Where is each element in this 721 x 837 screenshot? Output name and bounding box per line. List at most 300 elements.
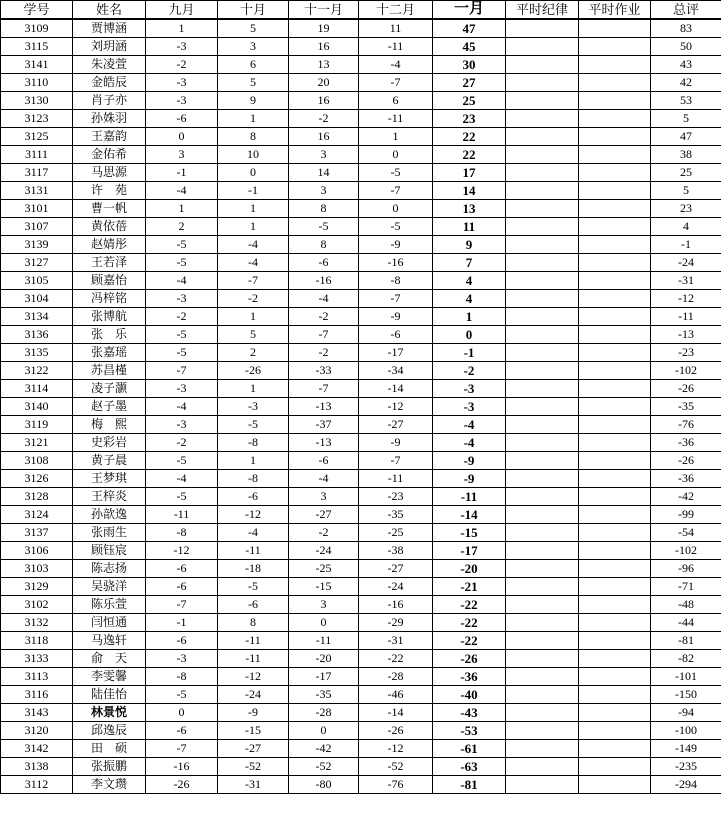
- cell-january[interactable]: -63: [433, 758, 506, 776]
- cell-december[interactable]: -17: [359, 344, 433, 362]
- cell-name[interactable]: 史彩岩: [73, 434, 146, 452]
- column-header-september[interactable]: 九月: [146, 1, 218, 20]
- cell-september[interactable]: -5: [146, 326, 218, 344]
- cell-total[interactable]: -94: [651, 704, 721, 722]
- cell-name[interactable]: 陈志扬: [73, 560, 146, 578]
- cell-name[interactable]: 张博航: [73, 308, 146, 326]
- cell-november[interactable]: -20: [289, 650, 359, 668]
- cell-october[interactable]: -2: [218, 290, 289, 308]
- cell-name[interactable]: 金佑希: [73, 146, 146, 164]
- cell-september[interactable]: -8: [146, 668, 218, 686]
- cell-october[interactable]: 0: [218, 164, 289, 182]
- cell-name[interactable]: 孙姝羽: [73, 110, 146, 128]
- cell-homework[interactable]: [579, 524, 651, 542]
- cell-december[interactable]: -11: [359, 110, 433, 128]
- cell-october[interactable]: -6: [218, 488, 289, 506]
- column-header-total[interactable]: 总评: [651, 1, 721, 20]
- cell-september[interactable]: -6: [146, 632, 218, 650]
- cell-september[interactable]: -3: [146, 380, 218, 398]
- cell-october[interactable]: 9: [218, 92, 289, 110]
- cell-january[interactable]: 9: [433, 236, 506, 254]
- cell-student-id[interactable]: 3119: [1, 416, 73, 434]
- cell-student-id[interactable]: 3102: [1, 596, 73, 614]
- cell-september[interactable]: -16: [146, 758, 218, 776]
- cell-october[interactable]: -8: [218, 434, 289, 452]
- cell-january[interactable]: 7: [433, 254, 506, 272]
- cell-homework[interactable]: [579, 200, 651, 218]
- cell-total[interactable]: -36: [651, 434, 721, 452]
- cell-january[interactable]: 11: [433, 218, 506, 236]
- cell-name[interactable]: 李文瓒: [73, 776, 146, 794]
- cell-total[interactable]: -294: [651, 776, 721, 794]
- cell-homework[interactable]: [579, 434, 651, 452]
- cell-november[interactable]: -7: [289, 326, 359, 344]
- cell-name[interactable]: 梅 熙: [73, 416, 146, 434]
- cell-name[interactable]: 马逸轩: [73, 632, 146, 650]
- cell-total[interactable]: 5: [651, 110, 721, 128]
- cell-november[interactable]: 16: [289, 38, 359, 56]
- cell-student-id[interactable]: 3135: [1, 344, 73, 362]
- cell-january[interactable]: 13: [433, 200, 506, 218]
- cell-november[interactable]: 14: [289, 164, 359, 182]
- cell-name[interactable]: 曹一帆: [73, 200, 146, 218]
- cell-homework[interactable]: [579, 146, 651, 164]
- cell-october[interactable]: -7: [218, 272, 289, 290]
- cell-total[interactable]: -26: [651, 380, 721, 398]
- cell-homework[interactable]: [579, 632, 651, 650]
- cell-name[interactable]: 肖子亦: [73, 92, 146, 110]
- cell-september[interactable]: 2: [146, 218, 218, 236]
- cell-total[interactable]: -150: [651, 686, 721, 704]
- cell-name[interactable]: 张振鹏: [73, 758, 146, 776]
- cell-september[interactable]: -5: [146, 344, 218, 362]
- cell-student-id[interactable]: 3121: [1, 434, 73, 452]
- cell-december[interactable]: -14: [359, 704, 433, 722]
- cell-discipline[interactable]: [506, 776, 579, 794]
- cell-january[interactable]: 4: [433, 290, 506, 308]
- cell-september[interactable]: -4: [146, 470, 218, 488]
- cell-december[interactable]: -14: [359, 380, 433, 398]
- cell-december[interactable]: -27: [359, 416, 433, 434]
- cell-discipline[interactable]: [506, 398, 579, 416]
- cell-december[interactable]: -6: [359, 326, 433, 344]
- cell-january[interactable]: -20: [433, 560, 506, 578]
- cell-december[interactable]: -25: [359, 524, 433, 542]
- cell-student-id[interactable]: 3139: [1, 236, 73, 254]
- cell-november[interactable]: -37: [289, 416, 359, 434]
- cell-october[interactable]: -4: [218, 524, 289, 542]
- cell-discipline[interactable]: [506, 38, 579, 56]
- cell-total[interactable]: -100: [651, 722, 721, 740]
- cell-january[interactable]: 27: [433, 74, 506, 92]
- cell-september[interactable]: -6: [146, 560, 218, 578]
- cell-december[interactable]: 0: [359, 200, 433, 218]
- cell-discipline[interactable]: [506, 236, 579, 254]
- cell-october[interactable]: -27: [218, 740, 289, 758]
- column-header-october[interactable]: 十月: [218, 1, 289, 20]
- cell-total[interactable]: -23: [651, 344, 721, 362]
- cell-name[interactable]: 冯梓铭: [73, 290, 146, 308]
- cell-discipline[interactable]: [506, 560, 579, 578]
- cell-name[interactable]: 田 硕: [73, 740, 146, 758]
- cell-january[interactable]: -53: [433, 722, 506, 740]
- cell-november[interactable]: -35: [289, 686, 359, 704]
- cell-september[interactable]: -4: [146, 272, 218, 290]
- cell-january[interactable]: 14: [433, 182, 506, 200]
- cell-student-id[interactable]: 3128: [1, 488, 73, 506]
- cell-name[interactable]: 陆佳怡: [73, 686, 146, 704]
- cell-name[interactable]: 马思源: [73, 164, 146, 182]
- cell-homework[interactable]: [579, 164, 651, 182]
- cell-discipline[interactable]: [506, 308, 579, 326]
- cell-total[interactable]: 4: [651, 218, 721, 236]
- cell-december[interactable]: -24: [359, 578, 433, 596]
- cell-november[interactable]: -42: [289, 740, 359, 758]
- cell-october[interactable]: -6: [218, 596, 289, 614]
- cell-december[interactable]: -11: [359, 38, 433, 56]
- cell-student-id[interactable]: 3103: [1, 560, 73, 578]
- cell-december[interactable]: -28: [359, 668, 433, 686]
- cell-october[interactable]: -1: [218, 182, 289, 200]
- cell-total[interactable]: -48: [651, 596, 721, 614]
- cell-december[interactable]: -23: [359, 488, 433, 506]
- cell-homework[interactable]: [579, 290, 651, 308]
- cell-november[interactable]: 8: [289, 200, 359, 218]
- cell-student-id[interactable]: 3115: [1, 38, 73, 56]
- cell-name[interactable]: 黄依蓓: [73, 218, 146, 236]
- cell-homework[interactable]: [579, 272, 651, 290]
- cell-student-id[interactable]: 3118: [1, 632, 73, 650]
- cell-december[interactable]: 6: [359, 92, 433, 110]
- cell-november[interactable]: -4: [289, 290, 359, 308]
- cell-september[interactable]: -6: [146, 110, 218, 128]
- cell-total[interactable]: -82: [651, 650, 721, 668]
- cell-total[interactable]: 83: [651, 19, 721, 38]
- cell-january[interactable]: -9: [433, 470, 506, 488]
- cell-discipline[interactable]: [506, 344, 579, 362]
- cell-name[interactable]: 邱逸辰: [73, 722, 146, 740]
- cell-total[interactable]: -99: [651, 506, 721, 524]
- cell-name[interactable]: 赵子墨: [73, 398, 146, 416]
- cell-september[interactable]: -4: [146, 182, 218, 200]
- cell-student-id[interactable]: 3110: [1, 74, 73, 92]
- cell-student-id[interactable]: 3125: [1, 128, 73, 146]
- cell-october[interactable]: -11: [218, 650, 289, 668]
- cell-homework[interactable]: [579, 686, 651, 704]
- cell-student-id[interactable]: 3109: [1, 19, 73, 38]
- cell-january[interactable]: 4: [433, 272, 506, 290]
- cell-december[interactable]: 1: [359, 128, 433, 146]
- cell-november[interactable]: 16: [289, 92, 359, 110]
- cell-homework[interactable]: [579, 704, 651, 722]
- cell-january[interactable]: -11: [433, 488, 506, 506]
- cell-student-id[interactable]: 3117: [1, 164, 73, 182]
- cell-october[interactable]: 1: [218, 110, 289, 128]
- column-header-december[interactable]: 十二月: [359, 1, 433, 20]
- cell-september[interactable]: -1: [146, 164, 218, 182]
- cell-january[interactable]: -26: [433, 650, 506, 668]
- cell-homework[interactable]: [579, 380, 651, 398]
- cell-september[interactable]: -3: [146, 38, 218, 56]
- cell-total[interactable]: -24: [651, 254, 721, 272]
- cell-student-id[interactable]: 3143: [1, 704, 73, 722]
- column-header-homework[interactable]: 平时作业: [579, 1, 651, 20]
- cell-january[interactable]: 23: [433, 110, 506, 128]
- cell-homework[interactable]: [579, 416, 651, 434]
- cell-september[interactable]: -2: [146, 434, 218, 452]
- cell-december[interactable]: -27: [359, 560, 433, 578]
- cell-september[interactable]: -4: [146, 398, 218, 416]
- cell-discipline[interactable]: [506, 722, 579, 740]
- cell-december[interactable]: -8: [359, 272, 433, 290]
- cell-discipline[interactable]: [506, 56, 579, 74]
- cell-discipline[interactable]: [506, 272, 579, 290]
- cell-september[interactable]: -6: [146, 722, 218, 740]
- cell-december[interactable]: -5: [359, 218, 433, 236]
- cell-student-id[interactable]: 3106: [1, 542, 73, 560]
- cell-student-id[interactable]: 3142: [1, 740, 73, 758]
- cell-discipline[interactable]: [506, 452, 579, 470]
- cell-discipline[interactable]: [506, 362, 579, 380]
- cell-name[interactable]: 赵婧彤: [73, 236, 146, 254]
- cell-october[interactable]: 5: [218, 326, 289, 344]
- cell-homework[interactable]: [579, 722, 651, 740]
- cell-homework[interactable]: [579, 758, 651, 776]
- cell-december[interactable]: 11: [359, 19, 433, 38]
- cell-november[interactable]: -13: [289, 434, 359, 452]
- cell-total[interactable]: -12: [651, 290, 721, 308]
- cell-december[interactable]: -29: [359, 614, 433, 632]
- cell-total[interactable]: -96: [651, 560, 721, 578]
- cell-student-id[interactable]: 3131: [1, 182, 73, 200]
- cell-student-id[interactable]: 3123: [1, 110, 73, 128]
- cell-october[interactable]: 8: [218, 614, 289, 632]
- cell-homework[interactable]: [579, 326, 651, 344]
- cell-total[interactable]: 23: [651, 200, 721, 218]
- cell-december[interactable]: -7: [359, 182, 433, 200]
- cell-november[interactable]: -13: [289, 398, 359, 416]
- cell-homework[interactable]: [579, 470, 651, 488]
- cell-discipline[interactable]: [506, 632, 579, 650]
- cell-total[interactable]: -102: [651, 362, 721, 380]
- cell-january[interactable]: 0: [433, 326, 506, 344]
- column-header-january[interactable]: 一月: [433, 1, 506, 20]
- cell-january[interactable]: -22: [433, 614, 506, 632]
- cell-student-id[interactable]: 3114: [1, 380, 73, 398]
- cell-october[interactable]: 1: [218, 200, 289, 218]
- cell-name[interactable]: 林景悦: [73, 704, 146, 722]
- cell-homework[interactable]: [579, 488, 651, 506]
- cell-student-id[interactable]: 3122: [1, 362, 73, 380]
- cell-november[interactable]: 3: [289, 182, 359, 200]
- cell-homework[interactable]: [579, 56, 651, 74]
- cell-homework[interactable]: [579, 614, 651, 632]
- cell-january[interactable]: -14: [433, 506, 506, 524]
- cell-homework[interactable]: [579, 452, 651, 470]
- cell-september[interactable]: -8: [146, 524, 218, 542]
- cell-november[interactable]: -25: [289, 560, 359, 578]
- cell-discipline[interactable]: [506, 200, 579, 218]
- cell-student-id[interactable]: 3132: [1, 614, 73, 632]
- cell-homework[interactable]: [579, 110, 651, 128]
- cell-homework[interactable]: [579, 254, 651, 272]
- cell-december[interactable]: -31: [359, 632, 433, 650]
- cell-total[interactable]: -1: [651, 236, 721, 254]
- cell-september[interactable]: 1: [146, 19, 218, 38]
- column-header-student-id[interactable]: 学号: [1, 1, 73, 20]
- cell-homework[interactable]: [579, 236, 651, 254]
- cell-total[interactable]: -71: [651, 578, 721, 596]
- cell-september[interactable]: 1: [146, 200, 218, 218]
- cell-homework[interactable]: [579, 740, 651, 758]
- cell-november[interactable]: 16: [289, 128, 359, 146]
- cell-student-id[interactable]: 3107: [1, 218, 73, 236]
- cell-student-id[interactable]: 3141: [1, 56, 73, 74]
- cell-name[interactable]: 王若泽: [73, 254, 146, 272]
- cell-total[interactable]: 42: [651, 74, 721, 92]
- cell-december[interactable]: -7: [359, 74, 433, 92]
- cell-october[interactable]: -15: [218, 722, 289, 740]
- cell-october[interactable]: -11: [218, 542, 289, 560]
- cell-discipline[interactable]: [506, 416, 579, 434]
- cell-october[interactable]: -11: [218, 632, 289, 650]
- cell-december[interactable]: -38: [359, 542, 433, 560]
- cell-student-id[interactable]: 3137: [1, 524, 73, 542]
- cell-january[interactable]: 25: [433, 92, 506, 110]
- cell-student-id[interactable]: 3136: [1, 326, 73, 344]
- cell-november[interactable]: -11: [289, 632, 359, 650]
- cell-january[interactable]: -22: [433, 632, 506, 650]
- cell-december[interactable]: -26: [359, 722, 433, 740]
- cell-october[interactable]: 6: [218, 56, 289, 74]
- cell-discipline[interactable]: [506, 704, 579, 722]
- cell-name[interactable]: 孙歆逸: [73, 506, 146, 524]
- cell-january[interactable]: -36: [433, 668, 506, 686]
- cell-january[interactable]: -3: [433, 398, 506, 416]
- cell-total[interactable]: -26: [651, 452, 721, 470]
- cell-total[interactable]: -13: [651, 326, 721, 344]
- cell-october[interactable]: 1: [218, 308, 289, 326]
- cell-student-id[interactable]: 3124: [1, 506, 73, 524]
- cell-october[interactable]: 1: [218, 380, 289, 398]
- cell-homework[interactable]: [579, 506, 651, 524]
- cell-name[interactable]: 李雯馨: [73, 668, 146, 686]
- cell-total[interactable]: 38: [651, 146, 721, 164]
- cell-november[interactable]: -2: [289, 524, 359, 542]
- cell-total[interactable]: -235: [651, 758, 721, 776]
- cell-discipline[interactable]: [506, 128, 579, 146]
- cell-december[interactable]: -5: [359, 164, 433, 182]
- cell-november[interactable]: 19: [289, 19, 359, 38]
- cell-september[interactable]: -7: [146, 362, 218, 380]
- cell-student-id[interactable]: 3101: [1, 200, 73, 218]
- cell-september[interactable]: -3: [146, 416, 218, 434]
- cell-homework[interactable]: [579, 19, 651, 38]
- cell-name[interactable]: 闫恒通: [73, 614, 146, 632]
- cell-total[interactable]: 50: [651, 38, 721, 56]
- cell-total[interactable]: -35: [651, 398, 721, 416]
- cell-discipline[interactable]: [506, 596, 579, 614]
- cell-november[interactable]: -80: [289, 776, 359, 794]
- cell-total[interactable]: 5: [651, 182, 721, 200]
- cell-january[interactable]: 17: [433, 164, 506, 182]
- column-header-november[interactable]: 十一月: [289, 1, 359, 20]
- cell-october[interactable]: 1: [218, 452, 289, 470]
- cell-homework[interactable]: [579, 578, 651, 596]
- cell-october[interactable]: -3: [218, 398, 289, 416]
- cell-discipline[interactable]: [506, 326, 579, 344]
- cell-homework[interactable]: [579, 542, 651, 560]
- cell-name[interactable]: 朱凌萱: [73, 56, 146, 74]
- cell-total[interactable]: -31: [651, 272, 721, 290]
- cell-name[interactable]: 张雨生: [73, 524, 146, 542]
- cell-student-id[interactable]: 3130: [1, 92, 73, 110]
- cell-homework[interactable]: [579, 668, 651, 686]
- cell-november[interactable]: 0: [289, 722, 359, 740]
- cell-november[interactable]: 20: [289, 74, 359, 92]
- cell-name[interactable]: 黄子晨: [73, 452, 146, 470]
- cell-september[interactable]: -5: [146, 236, 218, 254]
- cell-total[interactable]: 43: [651, 56, 721, 74]
- cell-discipline[interactable]: [506, 506, 579, 524]
- cell-december[interactable]: -52: [359, 758, 433, 776]
- cell-homework[interactable]: [579, 650, 651, 668]
- cell-october[interactable]: 3: [218, 38, 289, 56]
- cell-name[interactable]: 张 乐: [73, 326, 146, 344]
- cell-september[interactable]: -2: [146, 56, 218, 74]
- cell-november[interactable]: -16: [289, 272, 359, 290]
- cell-september[interactable]: -7: [146, 596, 218, 614]
- cell-homework[interactable]: [579, 74, 651, 92]
- cell-homework[interactable]: [579, 182, 651, 200]
- cell-homework[interactable]: [579, 560, 651, 578]
- cell-november[interactable]: -17: [289, 668, 359, 686]
- cell-october[interactable]: -24: [218, 686, 289, 704]
- cell-december[interactable]: -22: [359, 650, 433, 668]
- cell-discipline[interactable]: [506, 542, 579, 560]
- cell-total[interactable]: -101: [651, 668, 721, 686]
- cell-november[interactable]: -4: [289, 470, 359, 488]
- cell-name[interactable]: 顾钰宸: [73, 542, 146, 560]
- cell-october[interactable]: -12: [218, 668, 289, 686]
- cell-september[interactable]: -5: [146, 686, 218, 704]
- cell-november[interactable]: -15: [289, 578, 359, 596]
- cell-student-id[interactable]: 3116: [1, 686, 73, 704]
- cell-january[interactable]: -17: [433, 542, 506, 560]
- cell-january[interactable]: 22: [433, 146, 506, 164]
- cell-january[interactable]: 47: [433, 19, 506, 38]
- cell-discipline[interactable]: [506, 470, 579, 488]
- cell-january[interactable]: -61: [433, 740, 506, 758]
- cell-september[interactable]: -11: [146, 506, 218, 524]
- cell-january[interactable]: -22: [433, 596, 506, 614]
- cell-september[interactable]: -6: [146, 578, 218, 596]
- cell-september[interactable]: -12: [146, 542, 218, 560]
- cell-october[interactable]: -9: [218, 704, 289, 722]
- cell-name[interactable]: 陈乐萱: [73, 596, 146, 614]
- cell-october[interactable]: -52: [218, 758, 289, 776]
- cell-discipline[interactable]: [506, 488, 579, 506]
- cell-student-id[interactable]: 3105: [1, 272, 73, 290]
- cell-homework[interactable]: [579, 362, 651, 380]
- cell-discipline[interactable]: [506, 686, 579, 704]
- cell-september[interactable]: -5: [146, 254, 218, 272]
- cell-october[interactable]: -4: [218, 254, 289, 272]
- cell-total[interactable]: -102: [651, 542, 721, 560]
- cell-student-id[interactable]: 3140: [1, 398, 73, 416]
- cell-total[interactable]: -54: [651, 524, 721, 542]
- cell-november[interactable]: -7: [289, 380, 359, 398]
